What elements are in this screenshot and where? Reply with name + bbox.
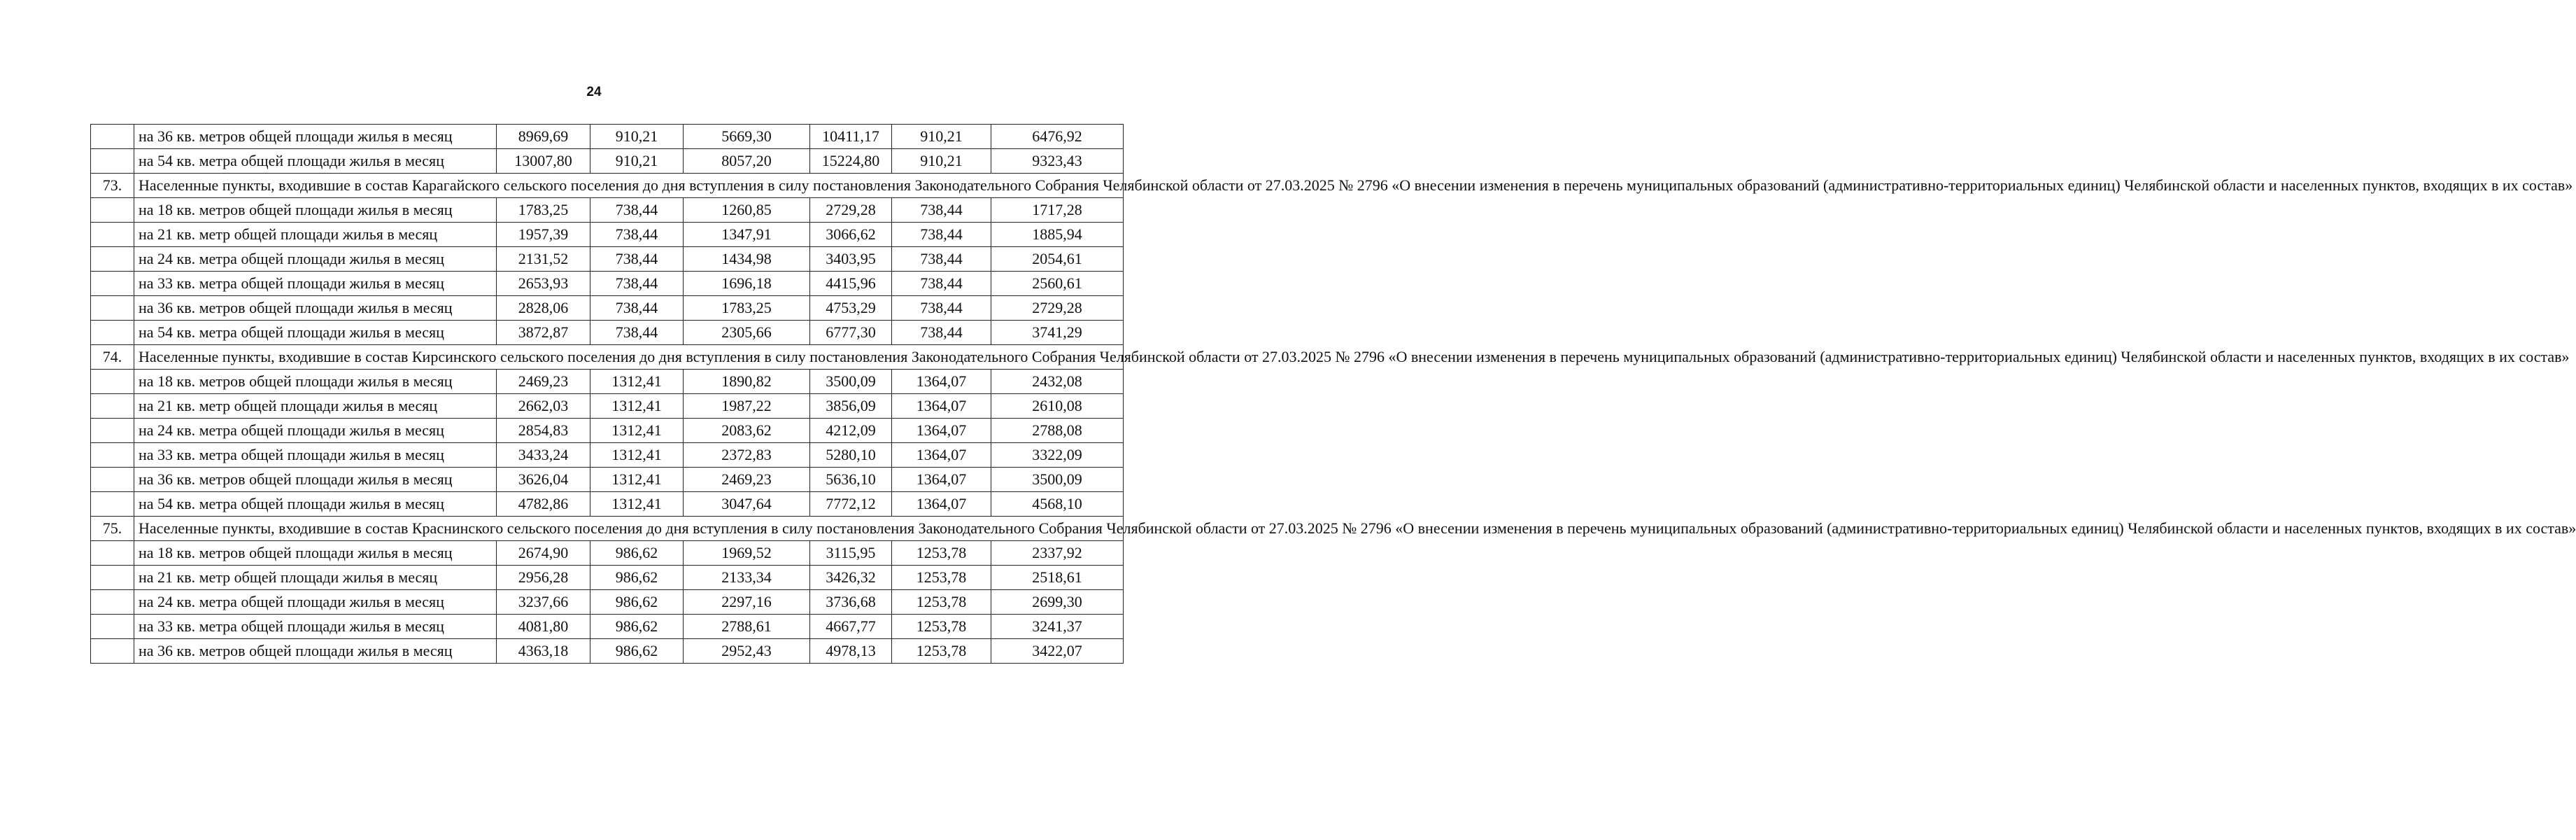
- row-label: на 18 кв. метров общей площади жилья в месяц: [134, 541, 497, 566]
- row-number-cell: [91, 296, 134, 321]
- table-row: [91, 272, 1124, 296]
- section-number: 73.: [91, 174, 134, 198]
- value-cell: 1434,98: [684, 247, 810, 272]
- value-cell: 2729,28: [991, 296, 1124, 321]
- row-label: на 54 кв. метра общей площади жилья в месяц: [134, 321, 497, 345]
- value-cell: 910,21: [590, 149, 684, 174]
- value-cell: 4568,10: [991, 492, 1124, 517]
- table-row: [91, 492, 1124, 517]
- value-cell: 3426,32: [810, 566, 892, 590]
- table-row: [91, 468, 1124, 492]
- value-cell: 1364,07: [892, 492, 991, 517]
- value-cell: 3736,68: [810, 590, 892, 615]
- table-row: [91, 149, 1124, 174]
- value-cell: 986,62: [590, 566, 684, 590]
- row-label: на 33 кв. метра общей площади жилья в месяц: [134, 272, 497, 296]
- value-cell: 2469,23: [497, 370, 590, 394]
- row-number-cell: [91, 443, 134, 468]
- value-cell: 2054,61: [991, 247, 1124, 272]
- row-label: на 24 кв. метра общей площади жилья в месяц: [134, 247, 497, 272]
- value-cell: 1987,22: [684, 394, 810, 419]
- value-cell: 2469,23: [684, 468, 810, 492]
- row-label: на 36 кв. метров общей площади жилья в месяц: [134, 468, 497, 492]
- row-label: на 21 кв. метр общей площади жилья в месяц: [134, 394, 497, 419]
- value-cell: 738,44: [892, 321, 991, 345]
- value-cell: 2518,61: [991, 566, 1124, 590]
- table-row: [91, 419, 1124, 443]
- value-cell: 738,44: [590, 296, 684, 321]
- value-cell: 5636,10: [810, 468, 892, 492]
- table-body: [91, 125, 2576, 664]
- row-label: на 36 кв. метров общей площади жилья в месяц: [134, 296, 497, 321]
- value-cell: 738,44: [892, 296, 991, 321]
- value-cell: 3403,95: [810, 247, 892, 272]
- value-cell: 1312,41: [590, 394, 684, 419]
- value-cell: 3115,95: [810, 541, 892, 566]
- value-cell: 4415,96: [810, 272, 892, 296]
- value-cell: 2432,08: [991, 370, 1124, 394]
- row-label: на 54 кв. метра общей площади жилья в месяц: [134, 149, 497, 174]
- value-cell: 7772,12: [810, 492, 892, 517]
- value-cell: 738,44: [590, 247, 684, 272]
- value-cell: 3241,37: [991, 615, 1124, 639]
- value-cell: 2854,83: [497, 419, 590, 443]
- value-cell: 738,44: [892, 247, 991, 272]
- value-cell: 986,62: [590, 590, 684, 615]
- table-row: [91, 639, 1124, 664]
- table-row: [91, 394, 1124, 419]
- value-cell: 2610,08: [991, 394, 1124, 419]
- row-number-cell: [91, 247, 134, 272]
- value-cell: 8057,20: [684, 149, 810, 174]
- value-cell: 3626,04: [497, 468, 590, 492]
- value-cell: 1885,94: [991, 223, 1124, 247]
- value-cell: 986,62: [590, 639, 684, 664]
- row-label: на 54 кв. метра общей площади жилья в месяц: [134, 492, 497, 517]
- value-cell: 6476,92: [991, 125, 1124, 149]
- value-cell: 4978,13: [810, 639, 892, 664]
- table-row: [91, 247, 1124, 272]
- value-cell: 738,44: [892, 272, 991, 296]
- value-cell: 3500,09: [810, 370, 892, 394]
- value-cell: 1696,18: [684, 272, 810, 296]
- value-cell: 9323,43: [991, 149, 1124, 174]
- value-cell: 986,62: [590, 541, 684, 566]
- value-cell: 1260,85: [684, 198, 810, 223]
- value-cell: 2305,66: [684, 321, 810, 345]
- value-cell: 3872,87: [497, 321, 590, 345]
- value-cell: 1312,41: [590, 443, 684, 468]
- value-cell: 2788,08: [991, 419, 1124, 443]
- value-cell: 738,44: [590, 223, 684, 247]
- value-cell: 2828,06: [497, 296, 590, 321]
- value-cell: 1312,41: [590, 492, 684, 517]
- value-cell: 1253,78: [892, 639, 991, 664]
- section-header-row: [91, 345, 1124, 370]
- value-cell: 3856,09: [810, 394, 892, 419]
- value-cell: 13007,80: [497, 149, 590, 174]
- value-cell: 1312,41: [590, 370, 684, 394]
- row-number-cell: [91, 419, 134, 443]
- row-number-cell: [91, 223, 134, 247]
- value-cell: 1312,41: [590, 419, 684, 443]
- value-cell: 1347,91: [684, 223, 810, 247]
- row-number-cell: [91, 272, 134, 296]
- value-cell: 3047,64: [684, 492, 810, 517]
- value-cell: 5280,10: [810, 443, 892, 468]
- value-cell: 1312,41: [590, 468, 684, 492]
- value-cell: 738,44: [590, 272, 684, 296]
- section-header-row: [91, 174, 1124, 198]
- table-row: [91, 198, 1124, 223]
- value-cell: 2337,92: [991, 541, 1124, 566]
- value-cell: 1253,78: [892, 566, 991, 590]
- value-cell: 2699,30: [991, 590, 1124, 615]
- value-cell: 4753,29: [810, 296, 892, 321]
- value-cell: 1783,25: [684, 296, 810, 321]
- value-cell: 15224,80: [810, 149, 892, 174]
- value-cell: 3237,66: [497, 590, 590, 615]
- table-row: [91, 321, 1124, 345]
- value-cell: 738,44: [892, 198, 991, 223]
- value-cell: 4782,86: [497, 492, 590, 517]
- value-cell: 3066,62: [810, 223, 892, 247]
- row-number-cell: [91, 149, 134, 174]
- value-cell: 910,21: [892, 125, 991, 149]
- row-label: на 33 кв. метра общей площади жилья в месяц: [134, 443, 497, 468]
- value-cell: 2662,03: [497, 394, 590, 419]
- value-cell: 3433,24: [497, 443, 590, 468]
- row-label: на 33 кв. метра общей площади жилья в месяц: [134, 615, 497, 639]
- section-title: Населенные пункты, входившие в состав Кирсинского сельского поселения до дня вступления в силу постановления Законодательного Собрания Челябинской области от 27.03.2025 № 2796 «О внесении изменения в перечень муниципальных образований (административно-территориальных единиц) Челябинской области и населенных пунктов, входящих в их состав»: [134, 345, 1124, 370]
- value-cell: 1364,07: [892, 370, 991, 394]
- value-cell: 2788,61: [684, 615, 810, 639]
- table-row: [91, 125, 1124, 149]
- page-number: 24: [586, 85, 602, 99]
- row-label: на 18 кв. метров общей площади жилья в месяц: [134, 198, 497, 223]
- value-cell: 4363,18: [497, 639, 590, 664]
- table-row: [91, 615, 1124, 639]
- value-cell: 8969,69: [497, 125, 590, 149]
- value-cell: 2952,43: [684, 639, 810, 664]
- value-cell: 10411,17: [810, 125, 892, 149]
- section-title: Населенные пункты, входившие в состав Карагайского сельского поселения до дня вступления в силу постановления Законодательного Собрания Челябинской области от 27.03.2025 № 2796 «О внесении изменения в перечень муниципальных образований (административно-территориальных единиц) Челябинской области и населенных пунктов, входящих в их состав»: [134, 174, 1124, 198]
- value-cell: 1783,25: [497, 198, 590, 223]
- table-row: [91, 370, 1124, 394]
- value-cell: 1717,28: [991, 198, 1124, 223]
- value-cell: 2083,62: [684, 419, 810, 443]
- value-cell: 1890,82: [684, 370, 810, 394]
- value-cell: 986,62: [590, 615, 684, 639]
- value-cell: 2956,28: [497, 566, 590, 590]
- row-number-cell: [91, 492, 134, 517]
- table-row: [91, 566, 1124, 590]
- value-cell: 1253,78: [892, 541, 991, 566]
- row-label: на 18 кв. метров общей площади жилья в месяц: [134, 370, 497, 394]
- value-cell: 910,21: [590, 125, 684, 149]
- row-number-cell: [91, 590, 134, 615]
- value-cell: 4212,09: [810, 419, 892, 443]
- row-label: на 36 кв. метров общей площади жилья в месяц: [134, 639, 497, 664]
- row-number-cell: [91, 394, 134, 419]
- value-cell: 1957,39: [497, 223, 590, 247]
- value-cell: 2674,90: [497, 541, 590, 566]
- row-number-cell: [91, 468, 134, 492]
- row-number-cell: [91, 566, 134, 590]
- row-label: на 36 кв. метров общей площади жилья в месяц: [134, 125, 497, 149]
- value-cell: 1969,52: [684, 541, 810, 566]
- tariff-table: [90, 124, 2576, 664]
- value-cell: 3322,09: [991, 443, 1124, 468]
- value-cell: 1364,07: [892, 443, 991, 468]
- section-number: 74.: [91, 345, 134, 370]
- table-row: [91, 443, 1124, 468]
- value-cell: 1253,78: [892, 615, 991, 639]
- value-cell: 910,21: [892, 149, 991, 174]
- row-number-cell: [91, 321, 134, 345]
- row-number-cell: [91, 370, 134, 394]
- row-label: на 24 кв. метра общей площади жилья в месяц: [134, 419, 497, 443]
- table-row: [91, 223, 1124, 247]
- value-cell: 3422,07: [991, 639, 1124, 664]
- value-cell: 2729,28: [810, 198, 892, 223]
- value-cell: 1253,78: [892, 590, 991, 615]
- row-label: на 24 кв. метра общей площади жилья в месяц: [134, 590, 497, 615]
- value-cell: 2653,93: [497, 272, 590, 296]
- row-number-cell: [91, 615, 134, 639]
- value-cell: 2372,83: [684, 443, 810, 468]
- table-row: [91, 590, 1124, 615]
- row-number-cell: [91, 198, 134, 223]
- value-cell: 2133,34: [684, 566, 810, 590]
- row-label: на 21 кв. метр общей площади жилья в месяц: [134, 566, 497, 590]
- value-cell: 2131,52: [497, 247, 590, 272]
- value-cell: 4667,77: [810, 615, 892, 639]
- section-number: 75.: [91, 517, 134, 541]
- row-number-cell: [91, 541, 134, 566]
- value-cell: 3741,29: [991, 321, 1124, 345]
- value-cell: 5669,30: [684, 125, 810, 149]
- value-cell: 2297,16: [684, 590, 810, 615]
- value-cell: 6777,30: [810, 321, 892, 345]
- value-cell: 2560,61: [991, 272, 1124, 296]
- row-number-cell: [91, 125, 134, 149]
- section-title: Населенные пункты, входившие в состав Краснинского сельского поселения до дня вступления в силу постановления Законодательного Собрания Челябинской области от 27.03.2025 № 2796 «О внесении изменения в перечень муниципальных образований (административно-территориальных единиц) Челябинской области и населенных пунктов, входящих в их состав»: [134, 517, 1124, 541]
- table-row: [91, 541, 1124, 566]
- value-cell: 738,44: [892, 223, 991, 247]
- value-cell: 1364,07: [892, 419, 991, 443]
- section-header-row: [91, 517, 1124, 541]
- row-label: на 21 кв. метр общей площади жилья в месяц: [134, 223, 497, 247]
- value-cell: 4081,80: [497, 615, 590, 639]
- row-number-cell: [91, 639, 134, 664]
- value-cell: 1364,07: [892, 394, 991, 419]
- value-cell: 738,44: [590, 198, 684, 223]
- value-cell: 1364,07: [892, 468, 991, 492]
- value-cell: 738,44: [590, 321, 684, 345]
- value-cell: 3500,09: [991, 468, 1124, 492]
- table-row: [91, 296, 1124, 321]
